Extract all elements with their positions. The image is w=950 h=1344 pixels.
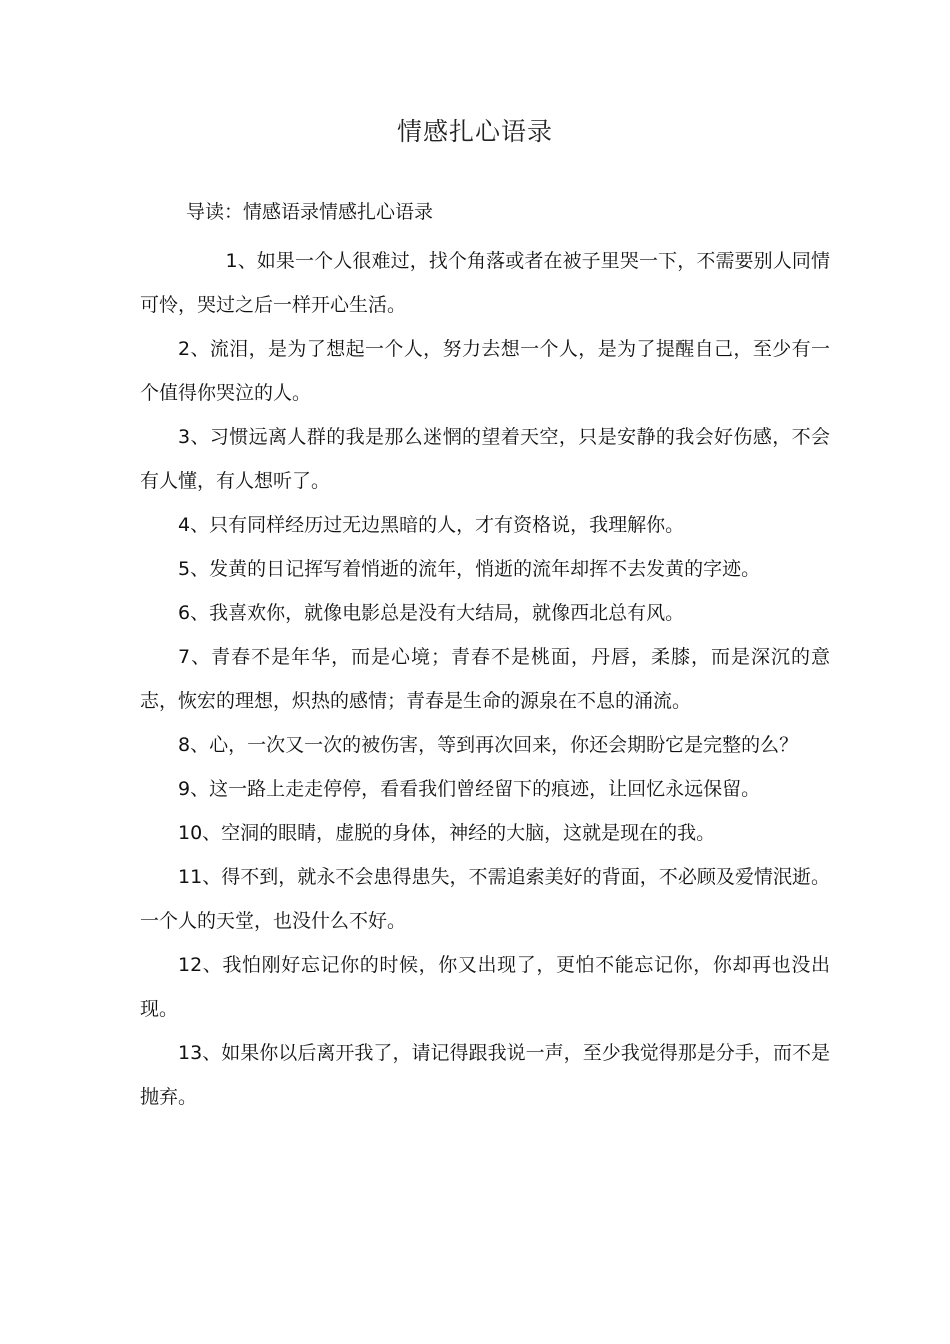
paragraph-9: 9、这一路上走走停停，看看我们曾经留下的痕迹，让回忆永远保留。 xyxy=(178,778,761,800)
paragraph-3: 3、习惯远离人群的我是那么迷惘的望着天空，只是安静的我会好伤感，不会有人懂，有人想听了。 xyxy=(140,426,830,492)
paragraph-7: 7、青春不是年华，而是心境；青春不是桃面，丹唇，柔膝，而是深沉的意志，恢宏的理想，炽热的感情；青春是生命的源泉在不息的涌流。 xyxy=(140,646,830,712)
paragraph-2: 2、流泪，是为了想起一个人，努力去想一个人，是为了提醒自己，至少有一个值得你哭泣的人。 xyxy=(140,338,830,404)
paragraph-8: 8、心，一次又一次的被伤害，等到再次回来，你还会期盼它是完整的么？ xyxy=(178,734,799,756)
paragraph-1: 1、如果一个人很难过，找个角落或者在被子里哭一下，不需要别人同情可怜，哭过之后一样开心生活。 xyxy=(140,250,830,316)
paragraph-6: 6、我喜欢你，就像电影总是没有大结局，就像西北总有风。 xyxy=(178,602,685,624)
paragraph-10: 10、空洞的眼睛，虚脱的身体，神经的大脑，这就是现在的我。 xyxy=(178,822,716,844)
paragraph-4: 4、只有同样经历过无边黑暗的人，才有资格说，我理解你。 xyxy=(178,514,685,536)
paragraph-12: 12、我怕刚好忘记你的时候，你又出现了，更怕不能忘记你，你却再也没出现。 xyxy=(140,954,830,1020)
lead-text: 导读：情感语录情感扎心语录 xyxy=(186,201,434,223)
document-body xyxy=(140,239,830,1119)
paragraph-5: 5、发黄的日记挥写着悄逝的流年，悄逝的流年却挥不去发黄的字迹。 xyxy=(178,558,761,580)
paragraph-11: 11、得不到，就永不会患得患失，不需追索美好的背面，不必顾及爱情泯逝。一个人的天堂，也没什么不好。 xyxy=(140,866,830,932)
document-title: 情感扎心语录 xyxy=(396,117,553,146)
paragraph-13: 13、如果你以后离开我了，请记得跟我说一声，至少我觉得那是分手，而不是抛弃。 xyxy=(140,1042,830,1108)
